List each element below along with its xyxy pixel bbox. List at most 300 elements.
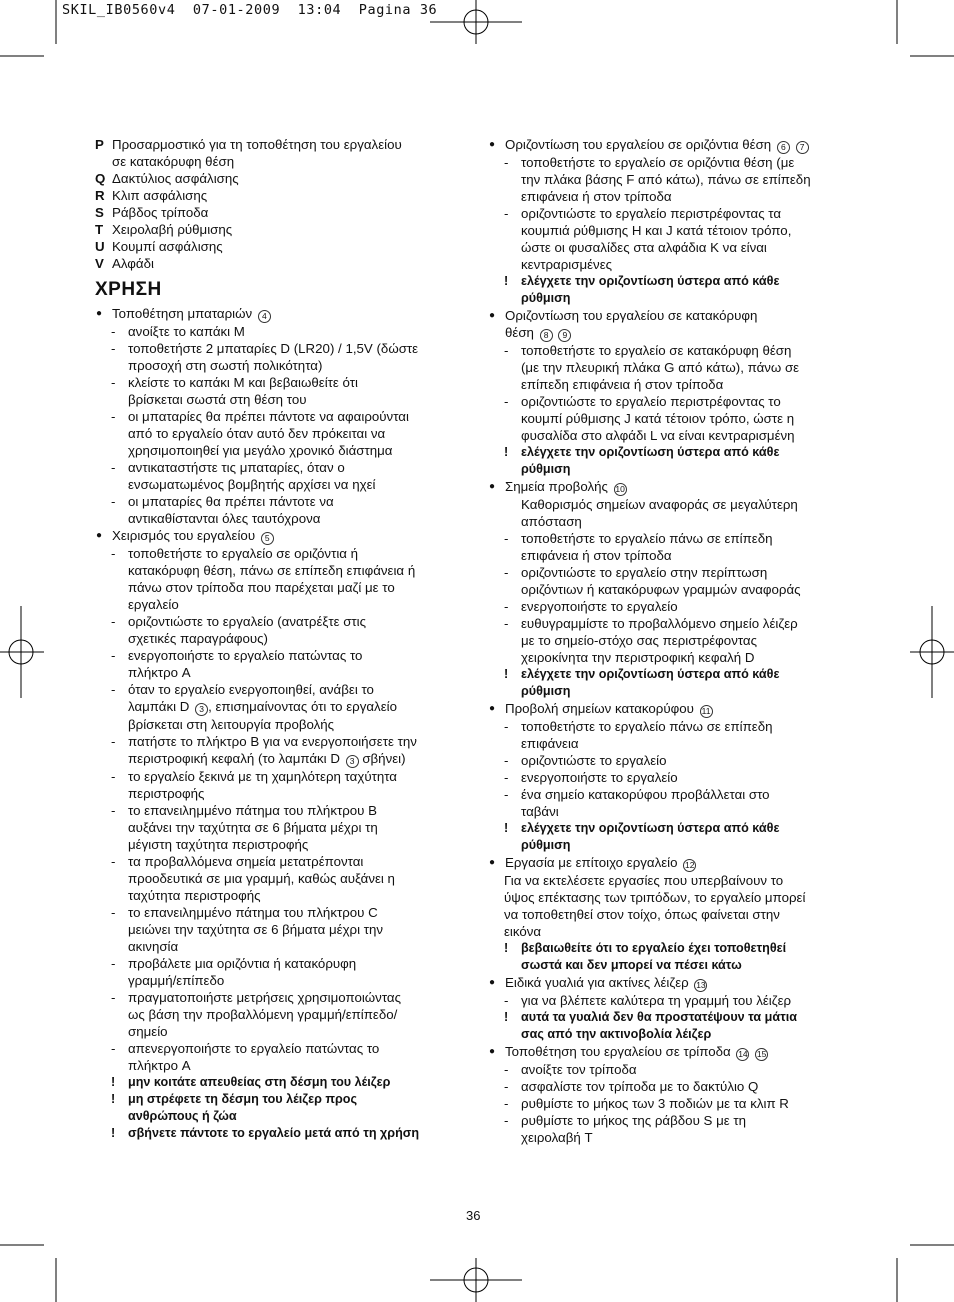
text-line: οι μπαταρίες θα πρέπει πάντοτε να <box>128 494 334 509</box>
text-line: οριζοντιώστε το εργαλείο (ανατρέξτε στις <box>128 614 367 629</box>
bullet-icon: ● <box>489 857 496 868</box>
text-line: προοδευτικά σε μια γραμμή, καθώς αυξάνει η <box>128 871 395 886</box>
text-line: οριζόντιων ή κατακόρυφων γραμμών αναφοράς <box>521 582 801 597</box>
warning-item <box>95 1074 470 1091</box>
bullet-icon: ● <box>489 1046 496 1057</box>
text-line: πατήστε το πλήκτρο B για να ενεργοποιήσετε την <box>128 734 417 749</box>
step-item <box>488 393 858 444</box>
text-line: τοποθετήστε 2 μπαταρίες D (LR20) / 1,5V (δώστε <box>128 341 419 356</box>
item-text <box>521 786 770 820</box>
dash-marker: - <box>504 206 509 221</box>
text-line: για να βλέπετε καλύτερα τη γραμμή του λέιζερ <box>521 993 792 1008</box>
dash-marker: - <box>504 719 509 734</box>
text-line: αυξάνει την ταχύτητα σε 6 βήματα μέχρι τη <box>128 820 378 835</box>
text-line: ελέγχετε την οριζοντίωση ύστερα από κάθε <box>521 821 780 835</box>
text-line: ενσωματωμένος βομβητής αρχίσει να ηχεί <box>128 477 376 492</box>
dash-marker: - <box>111 1041 116 1056</box>
item-text <box>521 752 667 769</box>
text-line: Εργασία με επίτοιχο εργαλείο 12 <box>505 855 695 870</box>
dash-marker: - <box>111 324 116 339</box>
text-line: γραμμή/επίπεδο <box>128 973 225 988</box>
text-line: περιστροφική κεφαλή (το λαμπάκι D 3 σβήνει) <box>128 751 406 766</box>
step-item <box>95 374 470 408</box>
legend-line <box>95 136 470 153</box>
text-line: μειώνει την ταχύτητα σε 6 βήματα μέχρι την <box>128 922 384 937</box>
figure-ref-icon: 5 <box>261 532 274 545</box>
text-line: απενεργοποιήστε το εργαλείο πατώντας το <box>128 1041 380 1056</box>
text-line: βρίσκεται στη λειτουργία προβολής <box>128 717 335 732</box>
text-line: ρυθμίστε το μήκος των 3 ποδιών με τα κλιπ R <box>521 1096 789 1111</box>
text-line: κλείστε το καπάκι M και βεβαιωθείτε ότι <box>128 375 358 390</box>
text-line: μη στρέφετε τη δέσμη του λέιζερ προς <box>128 1092 358 1106</box>
text-line: την πλάκα βάσης F από κάτω), πάνω σε επίπεδη <box>521 172 811 187</box>
item-text <box>128 323 245 340</box>
item-text <box>521 598 678 615</box>
item-text <box>128 374 358 408</box>
text-line: Τοποθέτηση μπαταριών 4 <box>112 305 271 323</box>
item-text <box>128 853 395 904</box>
dash-marker: - <box>111 769 116 784</box>
figure-ref-icon: 11 <box>700 705 713 718</box>
bullet-item <box>488 1043 858 1061</box>
figure-ref-icon: 8 <box>540 329 553 342</box>
text-line: Καθορισμός σημείων αναφοράς σε μεγαλύτερη <box>521 497 798 512</box>
bullet-item <box>95 305 470 323</box>
dash-marker: - <box>111 734 116 749</box>
legend-item <box>95 187 470 204</box>
warning-item <box>488 1009 858 1043</box>
item-text <box>505 700 713 718</box>
figure-ref-icon: 14 <box>738 1049 748 1059</box>
legend-line <box>95 255 470 272</box>
item-text <box>521 940 786 974</box>
item-text <box>128 459 375 493</box>
legend-item <box>95 255 470 272</box>
text-line: τοποθετήστε το εργαλείο πάνω σε επίπεδη <box>521 719 773 734</box>
text-line: ακινησία <box>128 939 179 954</box>
warning-icon: ! <box>504 667 509 681</box>
print-header: SKIL_IB0560v4 07-01-2009 13:04 Pagina 36 <box>62 2 438 18</box>
text-line: κεντραρισμένες <box>521 257 613 272</box>
step-item <box>95 323 470 340</box>
figure-ref-icon: 13 <box>696 980 706 990</box>
text-line: τοποθετήστε το εργαλείο σε κατακόρυφη θέση <box>521 343 792 358</box>
step-item <box>95 989 470 1040</box>
dash-marker: - <box>504 1079 509 1094</box>
item-text <box>128 989 401 1040</box>
item-text <box>521 1009 797 1043</box>
text-line: σωστά και δεν μπορεί να πέσει κάτω <box>521 958 742 972</box>
left-instructions <box>95 305 470 1142</box>
item-text <box>128 1091 357 1125</box>
text-line: οριζοντιώστε το εργαλείο περιστρέφοντας τα <box>521 206 782 221</box>
text-line: Προβολή σημείων κατακορύφου 11 <box>505 700 713 718</box>
dash-marker: - <box>111 648 116 663</box>
item-text <box>128 681 397 733</box>
item-text <box>521 393 795 444</box>
text-line: πάνω στον τρίποδα που παρέχεται μαζί με το <box>128 580 395 595</box>
warning-item <box>488 666 858 700</box>
text-line: πραγματοποιήστε μετρήσεις χρησιμοποιώντας <box>128 990 401 1005</box>
text-line: ανοίξτε το καπάκι M <box>128 324 245 339</box>
item-text <box>128 802 378 853</box>
legend-item <box>95 204 470 221</box>
text-line: ενεργοποιήστε το εργαλείο πατώντας το <box>128 648 363 663</box>
legend-line <box>95 238 470 255</box>
text-line: από το εργαλείο όταν αυτό δεν πρόκειται να <box>128 426 386 441</box>
legend-text: Αλφάδι <box>112 256 154 271</box>
text-line: χειροκίνητα την περιστροφική κεφαλή D <box>521 650 755 665</box>
text-line: ανθρώπους ή ζώα <box>128 1109 237 1123</box>
bullet-item <box>95 527 470 545</box>
text-line: ύψος επέκτασης των τριπόδων, το εργαλείο μπορεί <box>504 890 806 905</box>
item-text <box>128 904 383 955</box>
step-item <box>488 564 858 598</box>
text-line: προσοχή στη σωστή πολικότητα) <box>128 358 323 373</box>
step-item <box>488 752 858 769</box>
step-item <box>488 786 858 820</box>
step-item <box>488 154 858 205</box>
figure-ref-icon: 4 <box>258 310 271 323</box>
item-text <box>128 340 418 374</box>
bullet-item <box>488 307 858 342</box>
text-line: επιφάνεια <box>521 736 579 751</box>
item-text <box>521 205 791 273</box>
dash-marker: - <box>504 531 509 546</box>
bullet-icon: ● <box>489 977 496 988</box>
legend-letter: U <box>95 239 105 254</box>
text-line: σημείο <box>128 1024 168 1039</box>
text-line: οι μπαταρίες θα πρέπει πάντοτε να αφαιρούνται <box>128 409 409 424</box>
step-item <box>95 768 470 802</box>
item-text <box>128 408 409 459</box>
text-line: πλήκτρο A <box>128 1058 191 1073</box>
item-text <box>505 478 627 496</box>
item-text <box>504 872 858 940</box>
item-text <box>521 1078 758 1095</box>
text-line: εικόνα <box>504 924 542 939</box>
bullet-icon: ● <box>489 703 496 714</box>
text-line: ελέγχετε την οριζοντίωση ύστερα από κάθε <box>521 274 780 288</box>
bullet-item <box>488 854 858 872</box>
text-line: Σημεία προβολής 10 <box>505 479 625 494</box>
text-line: το εργαλείο ξεκινά με τη χαμηλότερη ταχύτητα <box>128 769 397 784</box>
text-line: ενεργοποιήστε το εργαλείο <box>521 770 678 785</box>
text-line: ρύθμιση <box>521 291 571 305</box>
text-line: Ειδικά γυαλιά για ακτίνες λέιζερ 13 <box>505 975 706 990</box>
text-line: επιφάνεια ή στον τρίποδα <box>521 548 672 563</box>
text-line: (με την πλευρική πλάκα G από κάτω), πάνω σε <box>521 360 800 375</box>
step-item <box>95 340 470 374</box>
warning-icon: ! <box>504 445 509 459</box>
text-line: ασφαλίστε τον τρίποδα με το δακτύλιο Q <box>521 1079 759 1094</box>
legend-text: Κλιπ ασφάλισης <box>112 188 208 203</box>
text-line: τοποθετήστε το εργαλείο σε οριζόντια ή <box>128 546 359 561</box>
warning-icon: ! <box>504 274 509 288</box>
item-text <box>128 733 417 768</box>
dash-marker: - <box>111 375 116 390</box>
item-text <box>505 307 757 342</box>
dash-marker: - <box>504 1062 509 1077</box>
text-line: ως βάση την προβαλλόμενη γραμμή/επίπεδο/ <box>128 1007 398 1022</box>
text-line: να τοποθετηθεί στον τοίχο, όπως φαίνεται στην <box>504 907 780 922</box>
warning-icon: ! <box>504 941 509 955</box>
item-text <box>112 527 274 545</box>
dash-marker: - <box>504 1113 509 1128</box>
warning-item <box>488 444 858 478</box>
item-text <box>505 136 809 154</box>
dash-marker: - <box>111 854 116 869</box>
warning-icon: ! <box>111 1126 116 1140</box>
warning-item <box>488 820 858 854</box>
step-item <box>95 1040 470 1074</box>
paragraph <box>488 496 858 530</box>
warning-icon: ! <box>111 1075 116 1089</box>
legend-letter: S <box>95 205 104 220</box>
figure-ref-icon: 12 <box>685 860 695 870</box>
parts-legend <box>95 136 470 272</box>
legend-text: Δακτύλιος ασφάλισης <box>112 171 239 186</box>
text-line: προβάλετε μια οριζόντια ή κατακόρυφη <box>128 956 357 971</box>
text-line: Χειρισμός του εργαλείου 5 <box>112 527 274 545</box>
warning-icon: ! <box>504 821 509 835</box>
dash-marker: - <box>111 546 116 561</box>
item-text <box>112 305 271 323</box>
item-text <box>128 768 397 802</box>
text-line: ανοίξτε τον τρίποδα <box>521 1062 637 1077</box>
item-text <box>521 273 779 307</box>
dash-marker: - <box>504 770 509 785</box>
item-text <box>521 666 779 700</box>
dash-marker: - <box>111 409 116 424</box>
text-line: ταχύτητα περιστροφής <box>128 888 261 903</box>
text-line: ταβάνι <box>521 804 559 819</box>
text-line: περιστροφής <box>128 786 205 801</box>
warning-icon: ! <box>111 1092 116 1106</box>
dash-marker: - <box>504 616 509 631</box>
item-text <box>521 820 779 854</box>
text-line: ρύθμιση <box>521 462 571 476</box>
text-line: ελέγχετε την οριζοντίωση ύστερα από κάθε <box>521 445 780 459</box>
step-item <box>488 342 858 393</box>
text-line: μην κοιτάτε απευθείας στη δέσμη του λέιζερ <box>128 1075 391 1089</box>
text-line: οριζοντιώστε το εργαλείο στην περίπτωση <box>521 565 768 580</box>
dash-marker: - <box>504 1096 509 1111</box>
legend-text: Κουμπί ασφάλισης <box>112 239 223 254</box>
item-text <box>128 1040 379 1074</box>
step-item <box>488 598 858 615</box>
item-text <box>505 1043 768 1061</box>
item-text <box>521 530 773 564</box>
item-text <box>521 496 858 530</box>
text-line: σβήνετε πάντοτε το εργαλείο μετά από τη χρήση <box>128 1126 420 1140</box>
legend-text: Χειρολαβή ρύθμισης <box>112 222 233 237</box>
step-item <box>488 205 858 273</box>
text-line: ευθυγραμμίστε το προβαλλόμενο σημείο λέιζερ <box>521 616 798 631</box>
dash-marker: - <box>504 394 509 409</box>
text-line: κουμπιά ρύθμισης H και J κατά τέτοιον τρόπο, <box>521 223 792 238</box>
item-text <box>128 955 356 989</box>
item-text <box>521 992 791 1009</box>
item-text <box>128 545 415 613</box>
text-line: εργαλείο <box>128 597 179 612</box>
bullet-icon: ● <box>489 310 496 321</box>
text-line: αυτά τα γυαλιά δεν θα προστατέψουν τα μάτια <box>521 1010 797 1024</box>
text-line: κουμπί ρύθμισης J κατά τέτοιον τρόπο, ώστε η <box>521 411 795 426</box>
step-item <box>95 904 470 955</box>
text-line: ρύθμιση <box>521 838 571 852</box>
dash-marker: - <box>504 753 509 768</box>
legend-letter: Q <box>95 171 106 186</box>
text-line: κατακόρυφη θέση, πάνω σε επίπεδη επιφάνεια ή <box>128 563 416 578</box>
legend-item <box>95 238 470 255</box>
step-item <box>488 1095 858 1112</box>
legend-text: Ράβδος τρίποδα <box>112 205 209 220</box>
text-line: επιφάνεια ή στον τρίποδα <box>521 189 672 204</box>
step-item <box>95 545 470 613</box>
step-item <box>488 530 858 564</box>
item-text <box>128 1125 419 1142</box>
text-line: τοποθετήστε το εργαλείο πάνω σε επίπεδη <box>521 531 773 546</box>
text-line: Οριζοντίωση του εργαλείου σε οριζόντια θέση 6 7 <box>505 136 809 154</box>
step-item <box>488 1061 858 1078</box>
text-line: σχετικές παραγράφους) <box>128 631 268 646</box>
item-text <box>521 154 811 205</box>
warning-item <box>95 1091 470 1125</box>
step-item <box>488 718 858 752</box>
paragraph <box>488 872 858 940</box>
item-text <box>521 615 798 666</box>
item-text <box>521 718 773 752</box>
bullet-icon: ● <box>489 481 496 492</box>
dash-marker: - <box>111 614 116 629</box>
item-text <box>128 1074 390 1091</box>
figure-ref-icon: 9 <box>558 329 571 342</box>
text-line: τοποθετήστε το εργαλείο σε οριζόντια θέση (με <box>521 155 795 170</box>
dash-marker: - <box>504 155 509 170</box>
bullet-item <box>488 478 858 496</box>
warning-item <box>488 940 858 974</box>
item-text <box>128 613 366 647</box>
legend-text: σε κατακόρυφη θέση <box>112 154 235 169</box>
dash-marker: - <box>111 494 116 509</box>
text-line: οριζοντιώστε το εργαλείο <box>521 753 667 768</box>
text-line: οριζοντιώστε το εργαλείο περιστρέφοντας το <box>521 394 781 409</box>
text-line: βρίσκεται σωστά στη θέση του <box>128 392 307 407</box>
dash-marker: - <box>111 341 116 356</box>
step-item <box>488 769 858 786</box>
warning-item <box>488 273 858 307</box>
text-line: Τοποθέτηση του εργαλείου σε τρίποδα 14 15 <box>505 1044 767 1059</box>
text-line: χρησιμοποιηθεί για μεγάλο χρονικό διάστημα <box>128 443 393 458</box>
text-line: ώστε οι φυσαλίδες στα αλφάδια K να είναι <box>521 240 767 255</box>
step-item <box>488 615 858 666</box>
text-line: Οριζοντίωση του εργαλείου σε κατακόρυφη <box>505 308 758 323</box>
legend-line <box>95 170 470 187</box>
dash-marker: - <box>111 956 116 971</box>
dash-marker: - <box>504 565 509 580</box>
legend-line <box>95 221 470 238</box>
text-line: θέση 8 9 <box>505 324 757 342</box>
legend-text: Προσαρμοστικό για τη τοποθέτηση του εργαλείου <box>112 137 402 152</box>
dash-marker: - <box>504 787 509 802</box>
legend-item <box>95 221 470 238</box>
warning-item <box>95 1125 470 1142</box>
text-line: το επανειλημμένο πάτημα του πλήκτρου B <box>128 803 378 818</box>
text-line: το επανειλημμένο πάτημα του πλήκτρου C <box>128 905 378 920</box>
figure-ref-icon: 10 <box>615 484 625 494</box>
dash-marker: - <box>111 803 116 818</box>
legend-line <box>95 204 470 221</box>
legend-letter: R <box>95 188 105 203</box>
step-item <box>488 1112 858 1146</box>
legend-letter: P <box>95 137 104 152</box>
step-item <box>488 1078 858 1095</box>
right-instructions <box>488 136 858 1146</box>
text-line: βεβαιωθείτε ότι το εργαλείο έχει τοποθετηθεί <box>521 941 787 955</box>
text-line: σας από την ακτινοβολία λέιζερ <box>521 1027 712 1041</box>
step-item <box>95 802 470 853</box>
item-text <box>505 974 707 992</box>
item-text <box>521 1095 789 1112</box>
text-line: πλήκτρο A <box>128 665 191 680</box>
text-line: ρυθμίστε το μήκος της ράβδου S με τη <box>521 1113 747 1128</box>
text-line: απόσταση <box>521 514 582 529</box>
legend-line <box>95 187 470 204</box>
figure-ref-icon: 3 <box>346 755 359 768</box>
step-item <box>95 459 470 493</box>
dash-marker: - <box>111 460 116 475</box>
text-line: τα προβαλλόμενα σημεία μετατρέπονται <box>128 854 364 869</box>
bullet-item <box>488 974 858 992</box>
step-item <box>95 647 470 681</box>
item-text <box>505 854 696 872</box>
text-line: επίπεδη επιφάνεια ή στον τρίποδα <box>521 377 724 392</box>
page-number: 36 <box>466 1208 481 1223</box>
dash-marker: - <box>504 599 509 614</box>
step-item <box>95 955 470 989</box>
dash-marker: - <box>111 905 116 920</box>
item-text <box>128 647 362 681</box>
text-line: ρύθμιση <box>521 684 571 698</box>
text-line: λαμπάκι D 3 , επισημαίνοντας ότι το εργαλείο <box>128 699 397 714</box>
step-item <box>95 613 470 647</box>
left-column <box>95 136 470 1142</box>
warning-icon: ! <box>504 1010 509 1024</box>
dash-marker: - <box>504 993 509 1008</box>
dash-marker: - <box>111 990 116 1005</box>
step-item <box>95 493 470 527</box>
step-item <box>95 853 470 904</box>
item-text <box>521 769 678 786</box>
text-line: Για να εκτελέσετε εργασίες που υπερβαίνουν το <box>504 873 784 888</box>
text-line: με το σημείο-στόχο σας περιστρέφοντας <box>521 633 758 648</box>
dash-marker: - <box>111 682 116 697</box>
figure-ref-icon: 3 <box>195 703 208 716</box>
text-line: ένα σημείο κατακορύφου προβάλλεται στο <box>521 787 770 802</box>
legend-letter: T <box>95 222 104 237</box>
item-text <box>521 1112 746 1146</box>
step-item <box>95 681 470 733</box>
item-text <box>521 1061 637 1078</box>
figure-ref-icon: 6 <box>777 141 790 154</box>
text-line: μέγιστη ταχύτητα περιστροφής <box>128 837 309 852</box>
item-text <box>521 444 779 478</box>
text-line: φυσαλίδα στο αλφάδι L να είναι κεντραρισμένη <box>521 428 795 443</box>
text-line: χειρολαβή T <box>521 1130 593 1145</box>
item-text <box>521 342 799 393</box>
bullet-item <box>488 700 858 718</box>
